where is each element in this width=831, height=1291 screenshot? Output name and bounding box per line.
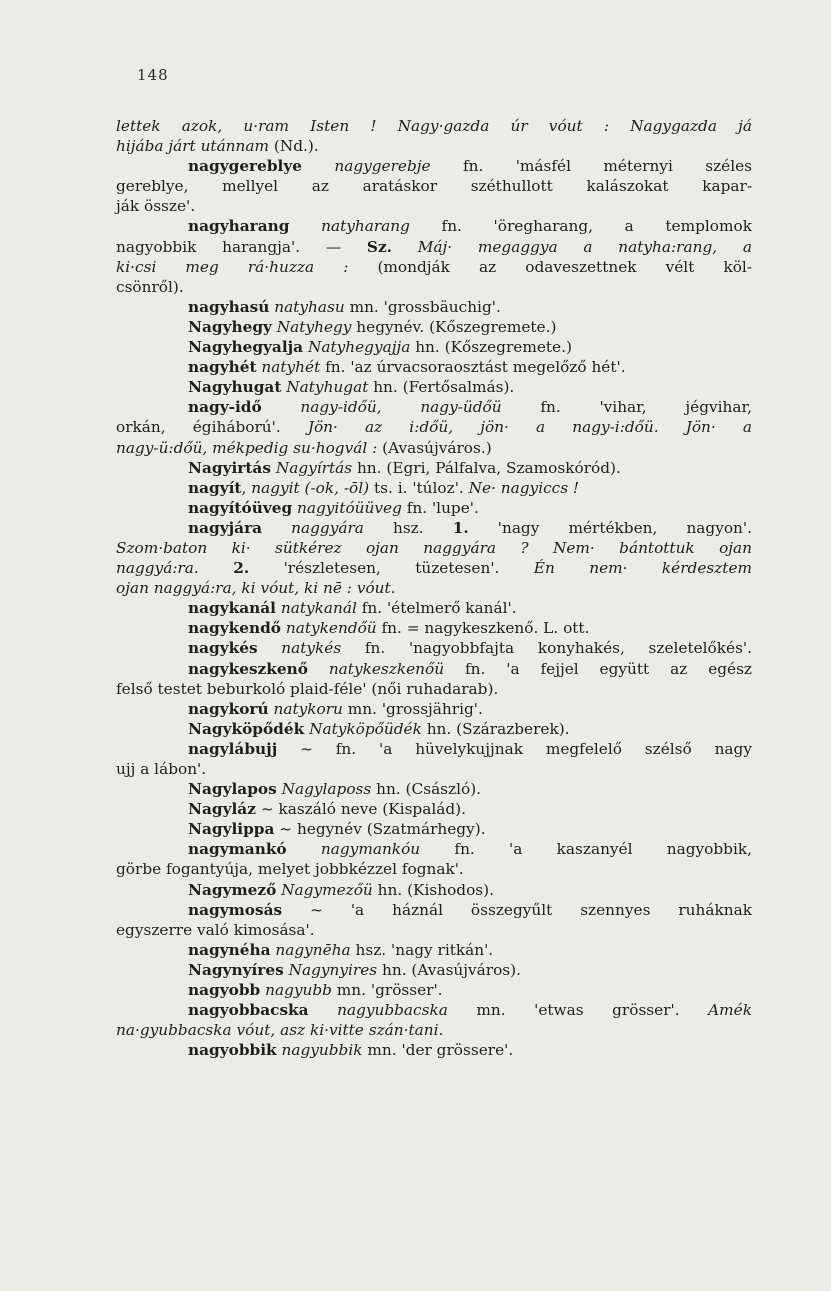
- entry-line: Nagyirtás Nagyírtás hn. (Egri, Pálfalva, Szamoskóród).: [188, 458, 621, 477]
- entry-line: ujj a lábon'.: [116, 760, 207, 778]
- entry-line: nagyobb nagyubb mn. 'grösser'.: [188, 981, 443, 1000]
- entry-line: hijába járt utánnam (Nd.).: [116, 137, 319, 156]
- entry-line: nagykendő natykendőü fn. = nagykeszkenő. L. ott.: [188, 619, 590, 638]
- entry-line: görbe fogantyúja, melyet jobbkézzel fognak'.: [116, 860, 464, 879]
- entry-line: egyszerre való kimosása'.: [116, 920, 315, 939]
- entry-line: nagylábujj ~ fn. 'a hüvelykujjnak megfelelő szélső nagy: [188, 739, 752, 758]
- entry-line: Nagyláz ~ kaszáló neve (Kispalád).: [188, 800, 466, 819]
- entry-line: nagyharang natyharang fn. 'öregharang, a templomok: [188, 217, 752, 236]
- entry-line: nagyít, nagyit (-ok, -ōl) ts. i. 'túloz'. Ne· nagyiccs !: [188, 478, 580, 497]
- entry-line: naggyá:ra. 2. 'részletesen, tüzetesen'. Én nem· kérdesztem: [116, 559, 752, 578]
- entry-line: Nagynyíres Nagynyires hn. (Avasújváros).: [188, 960, 521, 979]
- entry-line: nagykorú natykoru mn. 'grossjährig'.: [188, 699, 483, 718]
- entry-line: nagykeszkenő natykeszkenőü fn. 'a fejjel együtt az egész: [188, 659, 752, 678]
- entry-line: ják össze'.: [116, 197, 196, 216]
- entry-line: nagyobbik nagyubbik mn. 'der grössere'.: [188, 1041, 514, 1060]
- entry-line: nagygereblye nagygerebje fn. 'másfél méternyi széles: [188, 157, 752, 176]
- entry-line: nagyjára naggyára hsz. 1. 'nagy mértékben, nagyon'.: [188, 518, 752, 537]
- entry-line: lettek azok, u·ram Isten ! Nagy·gazda úr vóut : Nagygazda já: [116, 117, 752, 135]
- entry-line: nagymankó nagymankóu fn. 'a kaszanyél nagyobbik,: [188, 840, 752, 859]
- entry-line: felső testet beburkoló plaid-féle' (női ruhadarab).: [116, 679, 499, 698]
- entry-line: nagyobbacska nagyubbacska mn. 'etwas grösser'. Amék: [188, 1001, 752, 1020]
- entry-line: Nagyköpődék Natyköpőüdék hn. (Szárazberek).: [188, 719, 570, 738]
- entry-line: nagynéha nagynēha hsz. 'nagy ritkán'.: [188, 940, 494, 959]
- entry-line: ki·csi meg rá·huzza : (mondják az odaveszettnek vélt köl-: [116, 257, 752, 276]
- entry-line: Nagyhugat Natyhugat hn. (Fertősalmás).: [188, 378, 515, 397]
- entry-line: orkán, égiháború'. Jön· az i:dőü, jön· a nagy-i:dőü. Jön· a: [116, 418, 752, 437]
- entry-line: ojan naggyá:ra, ki vóut, ki nē : vóut.: [116, 579, 396, 598]
- entry-line: nagymosás ~ 'a háznál összegyűlt szennyes ruháknak: [188, 900, 752, 919]
- entry-line: gereblye, mellyel az aratáskor széthullott kalászokat kapar-: [116, 177, 752, 196]
- entry-line: nagy-ü:dőü, mékpedig su·hogvál : (Avasújváros.): [116, 438, 492, 457]
- entry-line: Nagylapos Nagylaposs hn. (Császló).: [188, 780, 482, 799]
- entry-line: Nagymező Nagymezőü hn. (Kishodos).: [188, 880, 494, 899]
- page-number: 148: [137, 66, 169, 84]
- entry-line: Szom·baton ki· sütkérez ojan naggyára ? Nem· bántottuk ojan: [116, 538, 752, 557]
- entry-line: nagyobbik harangja'. — Sz. Máj· megaggya a natyha:rang, a: [116, 237, 752, 256]
- entry-line: nagy-idő nagy-időü, nagy-üdőü fn. 'vihar, jégvihar,: [188, 398, 752, 417]
- entry-line: nagyhasú natyhasu mn. 'grossbäuchig'.: [188, 297, 501, 316]
- entry-line: nagyítóüveg nagyitóüüveg fn. 'lupe'.: [188, 498, 479, 517]
- entry-line: nagykés natykés fn. 'nagyobbfajta konyhakés, szeletelőkés'.: [188, 639, 752, 658]
- entry-line: Nagyhegy Natyhegy hegynév. (Kőszegremete.): [188, 317, 557, 336]
- entry-line: Nagylippa ~ hegynév (Szatmárhegy).: [188, 820, 486, 839]
- entry-line: nagyhét natyhét fn. 'az úrvacsoraosztást megelőző hét'.: [188, 358, 626, 377]
- entry-line: Nagyhegyalja Natyhegyajja hn. (Kőszegremete.): [188, 338, 572, 357]
- entry-line: na·gyubbacska vóut, asz ki·vitte szán·tani.: [116, 1021, 444, 1040]
- entry-line: nagykanál natykanál fn. 'ételmerő kanál'.: [188, 599, 517, 618]
- dictionary-entries: [116, 116, 752, 1060]
- entry-line: csönről).: [116, 277, 184, 296]
